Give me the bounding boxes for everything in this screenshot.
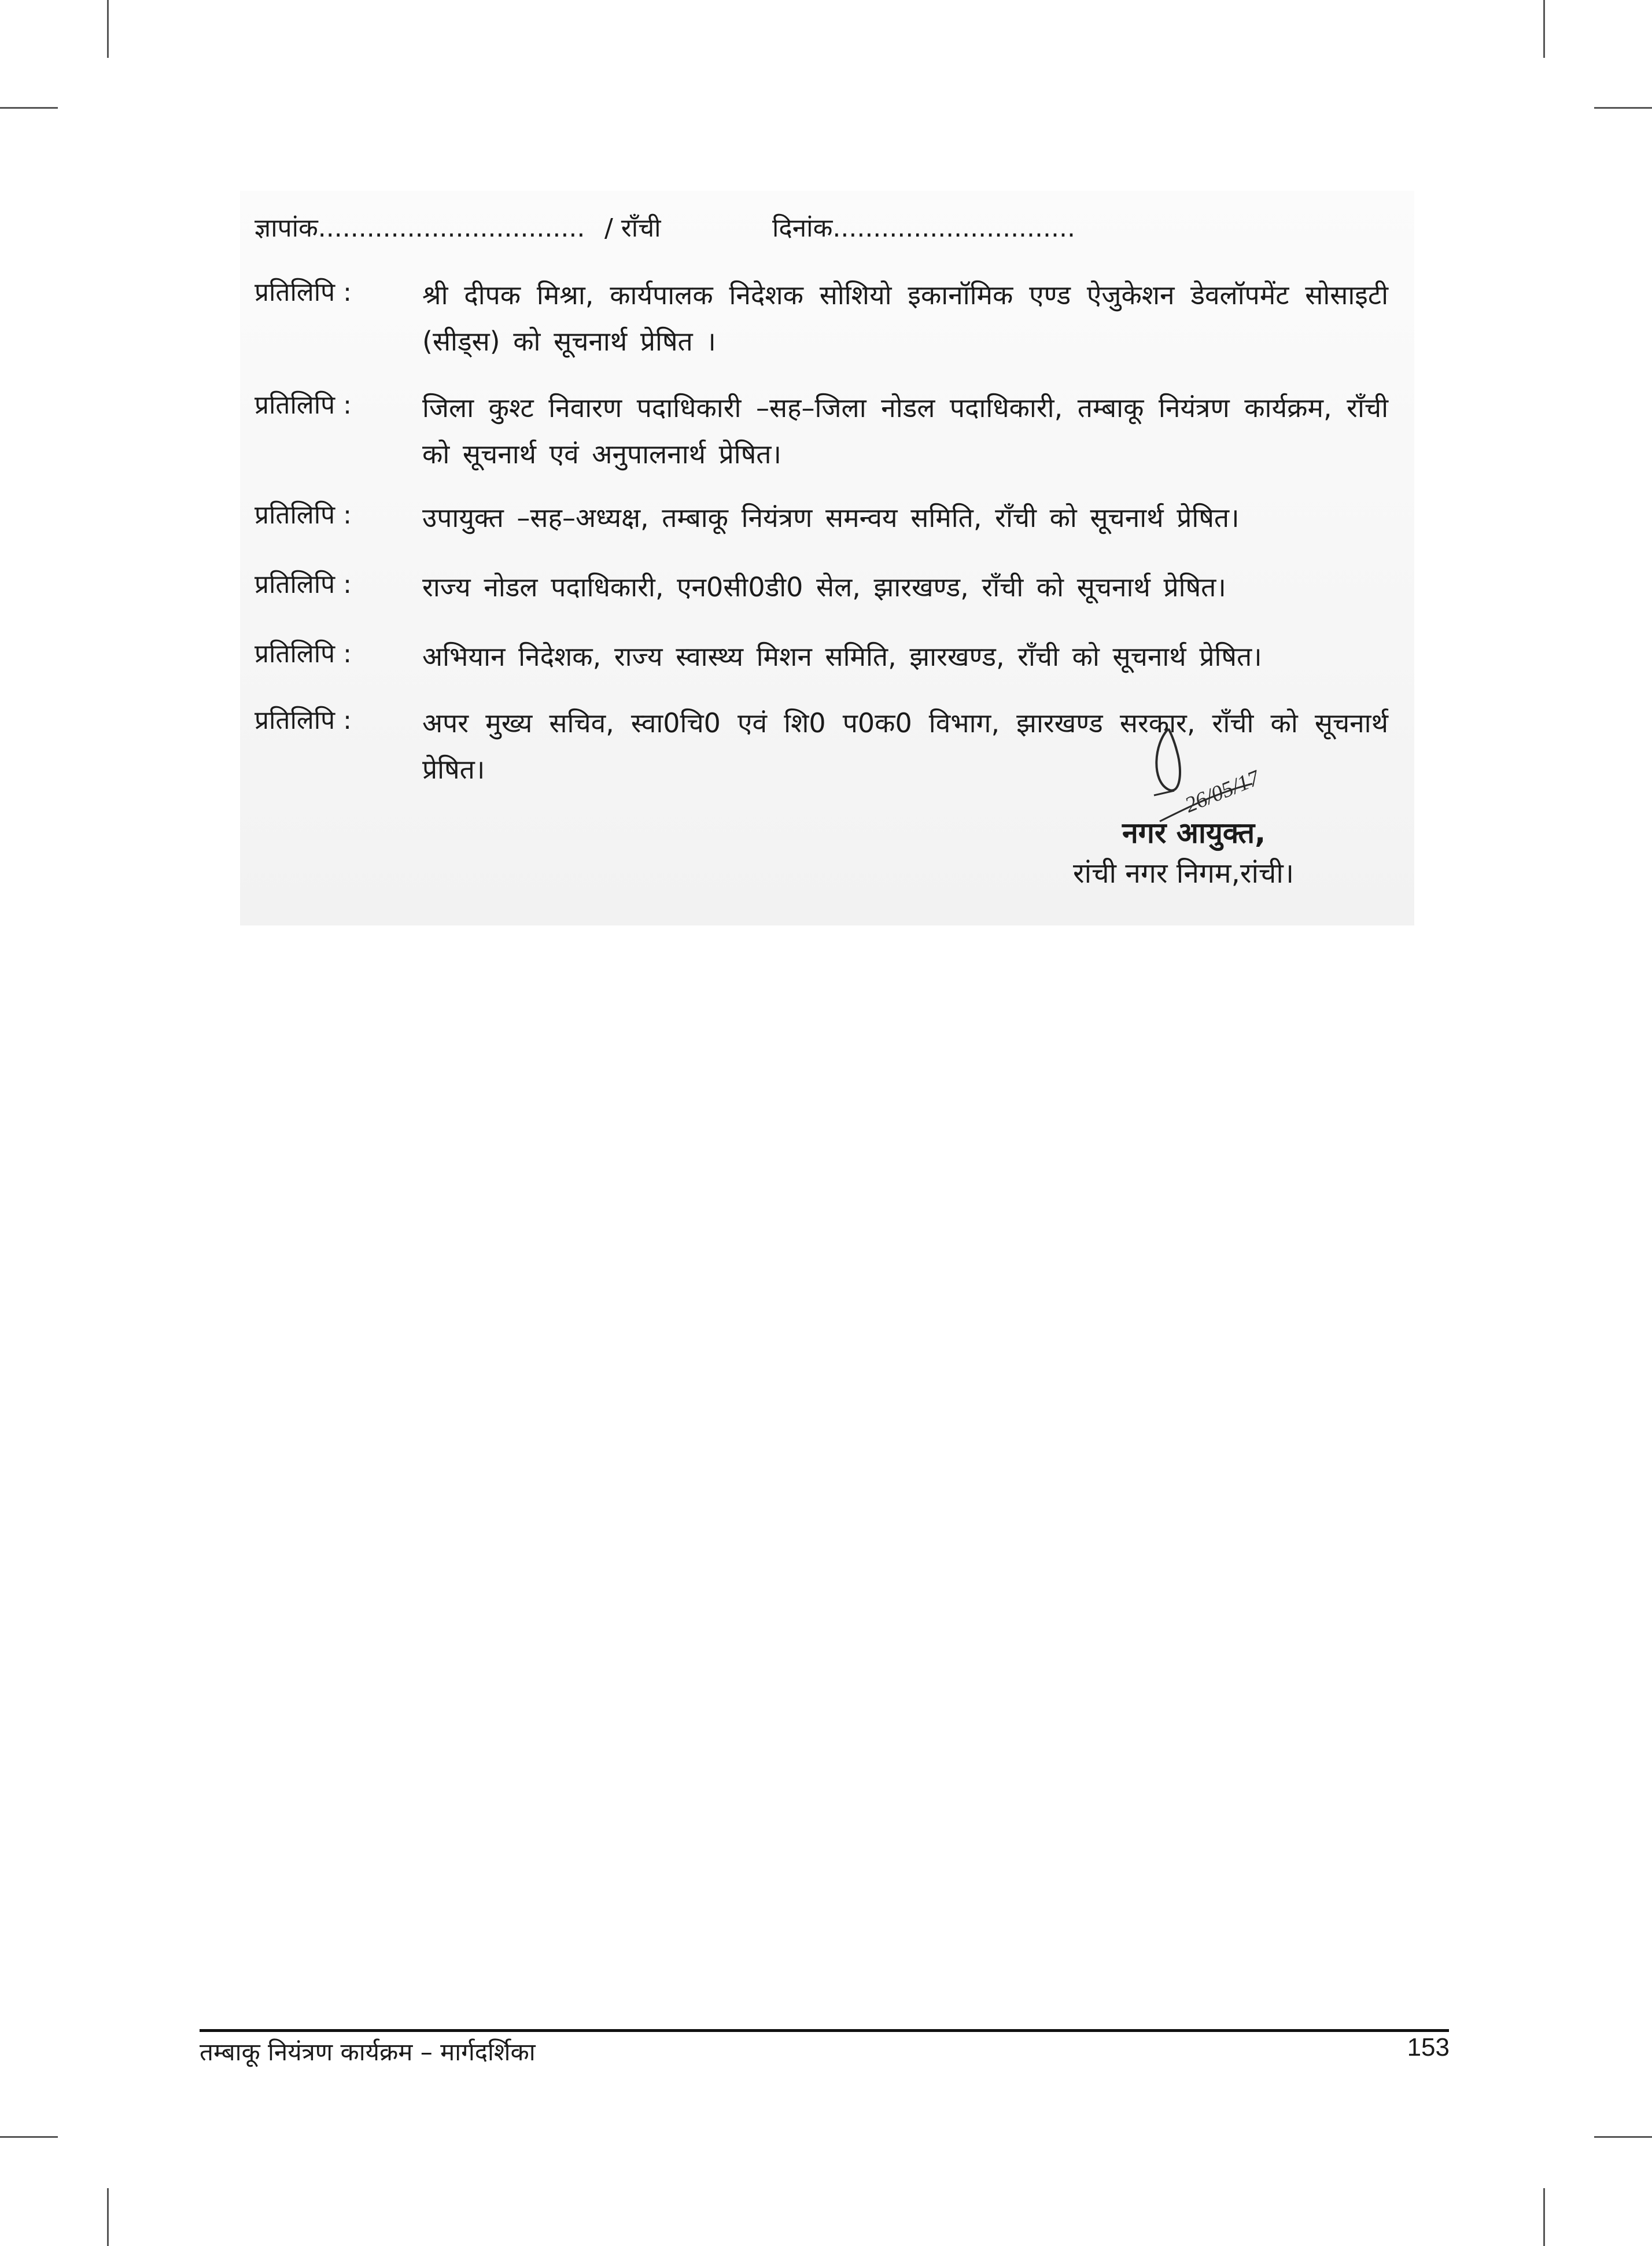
memo-number: ज्ञापांक................................. <box>255 213 585 243</box>
page-number: 153 <box>1407 2033 1450 2061</box>
memo-reference-line <box>255 205 1354 252</box>
crop-mark <box>1594 107 1652 109</box>
memo-date: दिनांक.............................. <box>772 213 1075 243</box>
crop-mark <box>0 2136 58 2138</box>
crop-mark <box>1543 2188 1545 2246</box>
crop-mark <box>1543 0 1545 58</box>
signatory-title: नगर आयुक्त, <box>1122 816 1266 850</box>
copy-label: प्रतिलिपि : <box>255 570 352 599</box>
crop-mark <box>107 0 109 58</box>
copy-text: अपर मुख्य सचिव, स्वा0चि0 एवं शि0 प0क0 विभाग, झारखण्ड सरकार, राँची को सूचनार्थ प्रेषित। <box>422 707 1388 785</box>
crop-mark <box>0 107 58 109</box>
copy-text: श्री दीपक मिश्रा, कार्यपालक निदेशक सोशियो इकानॉमिक एण्ड ऐजुकेशन डेवलॉपमेंट सोसाइटी (सीड्स) को सूचनार्थ प्रेषित । <box>422 279 1388 357</box>
copy-text: राज्य नोडल पदाधिकारी, एन0सी0डी0 सेल, झारखण्ड, राँची को सूचनार्थ प्रेषित। <box>422 571 1226 603</box>
footer-rule <box>200 2029 1449 2032</box>
signatory-office: रांची नगर निगम,रांची। <box>1073 857 1295 890</box>
copy-label: प्रतिलिपि : <box>255 390 352 420</box>
copy-text: जिला कुश्ट निवारण पदाधिकारी –सह–जिला नोडल पदाधिकारी, तम्बाकू नियंत्रण कार्यक्रम, राँची को सूचनार्थ एवं अनुपालनार्थ प्रेषित। <box>422 392 1388 470</box>
crop-mark <box>107 2188 109 2246</box>
memo-place: / राँची <box>604 213 661 243</box>
copy-text: उपायुक्त –सह–अध्यक्ष, तम्बाकू नियंत्रण समन्वय समिति, राँची को सूचनार्थ प्रेषित। <box>422 502 1240 533</box>
signature-date: 26/05/17 <box>1181 765 1263 818</box>
copy-label: प्रतिलिपि : <box>255 639 352 669</box>
copy-text: अभियान निदेशक, राज्य स्वास्थ्य मिशन समिति, झारखण्ड, राँची को सूचनार्थ प्रेषित। <box>422 641 1262 672</box>
footer-title: तम्बाकू नियंत्रण कार्यक्रम – मार्गदर्शिका <box>200 2038 536 2066</box>
copy-label: प्रतिलिपि : <box>255 278 352 307</box>
copy-label: प्रतिलिपि : <box>255 706 352 735</box>
crop-mark <box>1594 2136 1652 2138</box>
copy-label: प्रतिलिपि : <box>255 500 352 530</box>
